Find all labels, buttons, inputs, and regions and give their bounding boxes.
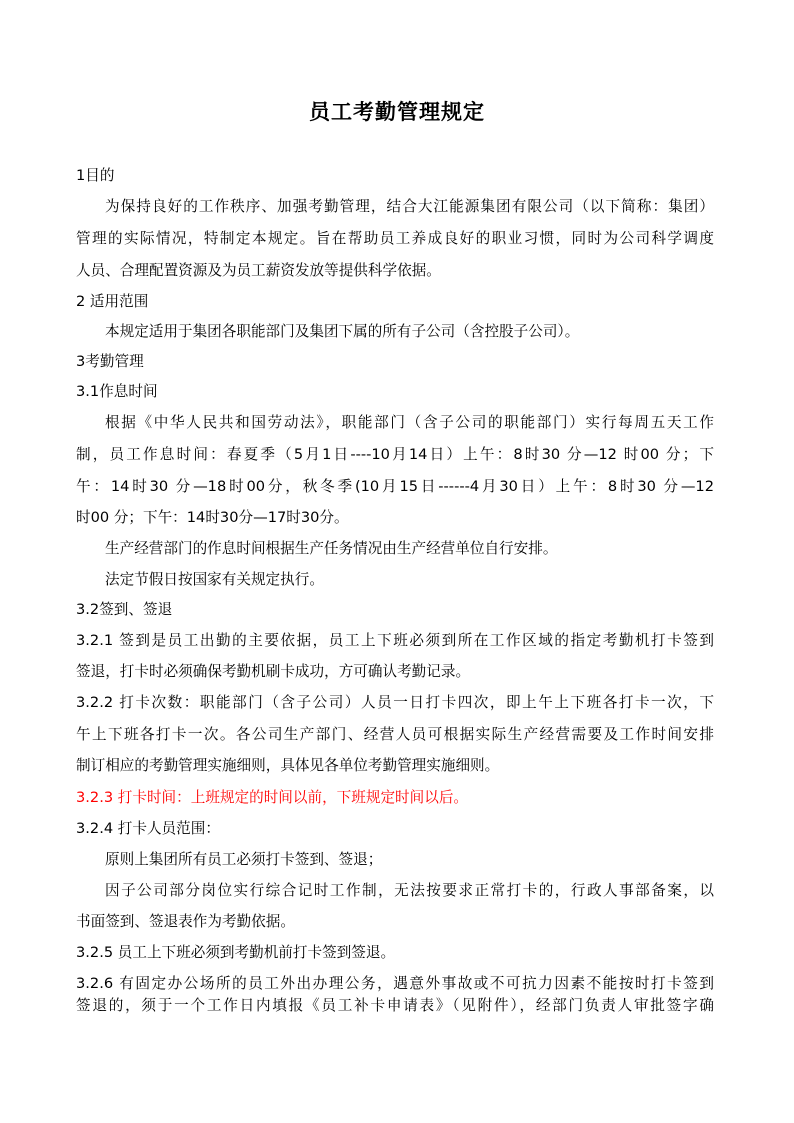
paragraph-line: 午：14时30 分—18时00分，秋冬季(10月15日------4月30日）上午：8时30 分—12 — [76, 478, 714, 495]
paragraph-line: 制订相应的考勤管理实施细则，具体见各单位考勤管理实施细则。 — [76, 757, 500, 774]
paragraph-line: 生产经营部门的作息时间根据生产任务情况由生产经营单位自行安排。 — [105, 540, 558, 557]
page-title: 员工考勤管理规定 — [309, 99, 485, 124]
paragraph-line: 根据《中华人民共和国劳动法》，职能部门（含子公司的职能部门）实行每周五天工作 — [105, 414, 714, 431]
paragraph-line: 法定节假日按国家有关规定执行。 — [105, 571, 324, 588]
heading-sign-in-out: 3.2签到、签退 — [76, 601, 173, 618]
paragraph-line: 3.2.5 员工上下班必须到考勤机前打卡签到签退。 — [76, 944, 396, 961]
paragraph-line: 因子公司部分岗位实行综合记时工作制，无法按要求正常打卡的，行政人事部备案，以 — [105, 882, 714, 899]
highlighted-clause: 3.2.3 打卡时间：上班规定的时间以前，下班规定时间以后。 — [76, 789, 469, 806]
heading-work-hours: 3.1作息时间 — [76, 383, 158, 400]
paragraph-line: 管理的实际情况，特制定本规定。旨在帮助员工养成良好的职业习惯，同时为公司科学调度 — [76, 230, 714, 247]
heading-attendance: 3考勤管理 — [76, 353, 144, 370]
paragraph-line: 原则上集团所有员工必须打卡签到、签退； — [105, 851, 383, 868]
paragraph-line: 3.2.2 打卡次数：职能部门（含子公司）人员一日打卡四次，即上午上下班各打卡一次，下 — [76, 694, 714, 711]
paragraph-line: 为保持良好的工作秩序、加强考勤管理，结合大江能源集团有限公司（以下简称：集团） — [105, 198, 714, 215]
paragraph-line: 人员、合理配置资源及为员工薪资发放等提供科学依据。 — [76, 262, 441, 279]
paragraph-line: 签退，打卡时必须确保考勤机刷卡成功，方可确认考勤记录。 — [76, 663, 471, 680]
paragraph-line: 3.2.1 签到是员工出勤的主要依据，员工上下班必须到所在工作区域的指定考勤机打卡签到 — [76, 632, 714, 649]
paragraph-line: 时00 分；下午：14时30分—17时30分。 — [76, 509, 349, 526]
paragraph-line: 午上下班各打卡一次。各公司生产部门、经营人员可根据实际生产经营需要及工作时间安排 — [76, 726, 714, 743]
paragraph-line: 3.2.6 有固定办公场所的员工外出办理公务，遇意外事故或不可抗力因素不能按时打卡签到 — [76, 975, 714, 992]
paragraph-line: 3.2.4 打卡人员范围： — [76, 820, 220, 837]
heading-purpose: 1目的 — [76, 167, 115, 184]
heading-scope: 2 适用范围 — [76, 293, 149, 310]
paragraph-line: 本规定适用于集团各职能部门及集团下属的所有子公司（含控股子公司）。 — [105, 323, 580, 340]
paragraph-line: 制，员工作息时间：春夏季（5月1日----10月14日）上午：8时30 分—12 时00 分；下 — [76, 446, 714, 463]
paragraph-line: 书面签到、签退表作为考勤依据。 — [76, 913, 295, 930]
paragraph-line: 签退的，须于一个工作日内填报《员工补卡申请表》（见附件），经部门负责人审批签字确 — [76, 997, 714, 1014]
